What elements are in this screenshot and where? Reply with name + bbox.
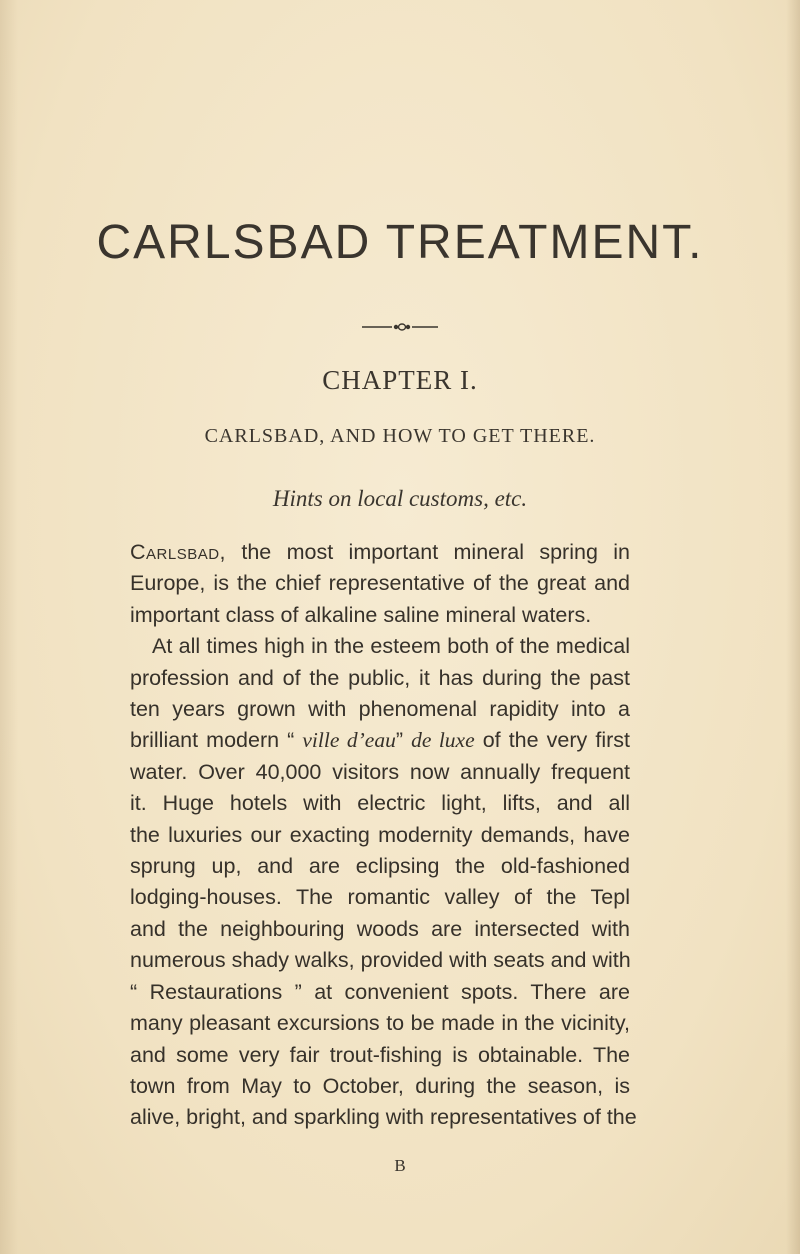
text-line: water. Over 40,000 visitors now annually frequent bbox=[130, 759, 630, 784]
chapter-heading: CHAPTER I. bbox=[322, 365, 478, 395]
text-line: lodging-houses. The romantic valley of the Tepl bbox=[130, 885, 630, 910]
text-line: important class of alkaline saline mineral waters. bbox=[130, 602, 592, 627]
chapter-subtitle: CARLSBAD, AND HOW TO GET THERE. bbox=[204, 425, 596, 447]
italic-phrase: ville d’eau bbox=[302, 728, 396, 753]
text-line: sprung up, and are eclipsing the old-fashioned bbox=[130, 854, 630, 879]
text-segment: the most important mineral spring in bbox=[226, 540, 630, 564]
text-segment: of the very first bbox=[474, 728, 630, 753]
text-line: numerous shady walks, provided with seats and with bbox=[130, 948, 631, 973]
text-line: profession and of the public, it has during the past bbox=[130, 665, 630, 690]
text-line: “ Restaurations ” at convenient spots. There are bbox=[130, 979, 630, 1004]
signature-mark: B bbox=[394, 1156, 406, 1175]
text-line: and the neighbouring woods are intersected with bbox=[130, 916, 630, 941]
body-text bbox=[130, 537, 637, 1134]
ornament-divider-icon bbox=[362, 322, 438, 332]
text-line: the luxuries our exacting modernity demands, have bbox=[130, 822, 630, 847]
text-line bbox=[130, 725, 630, 756]
text-line: alive, bright, and sparkling with representatives of the bbox=[130, 1105, 637, 1130]
page-edge-shadow bbox=[786, 0, 800, 1254]
italic-phrase: de luxe bbox=[411, 728, 475, 753]
hints-subtitle: Hints on local customs, etc. bbox=[272, 486, 528, 511]
text-line bbox=[130, 537, 630, 568]
text-line: At all times high in the esteem both of the medical bbox=[152, 634, 630, 659]
text-line: Europe, is the chief representative of the great and bbox=[130, 571, 630, 596]
text-line: ten years grown with phenomenal rapidity into a bbox=[130, 697, 630, 722]
main-title: CARLSBAD TREATMENT. bbox=[96, 216, 704, 269]
page-gutter-shadow bbox=[0, 0, 18, 1254]
text-line: many pleasant excursions to be made in the vicinity, bbox=[130, 1011, 630, 1036]
text-segment: brilliant modern “ bbox=[130, 728, 303, 753]
text-segment: ” bbox=[395, 728, 412, 753]
opening-word: Carlsbad, bbox=[130, 540, 227, 564]
text-line: and some very fair trout-fishing is obtainable. The bbox=[130, 1042, 630, 1067]
text-line: it. Huge hotels with electric light, lifts, and all bbox=[130, 791, 630, 816]
text-line: town from May to October, during the season, is bbox=[130, 1073, 630, 1098]
